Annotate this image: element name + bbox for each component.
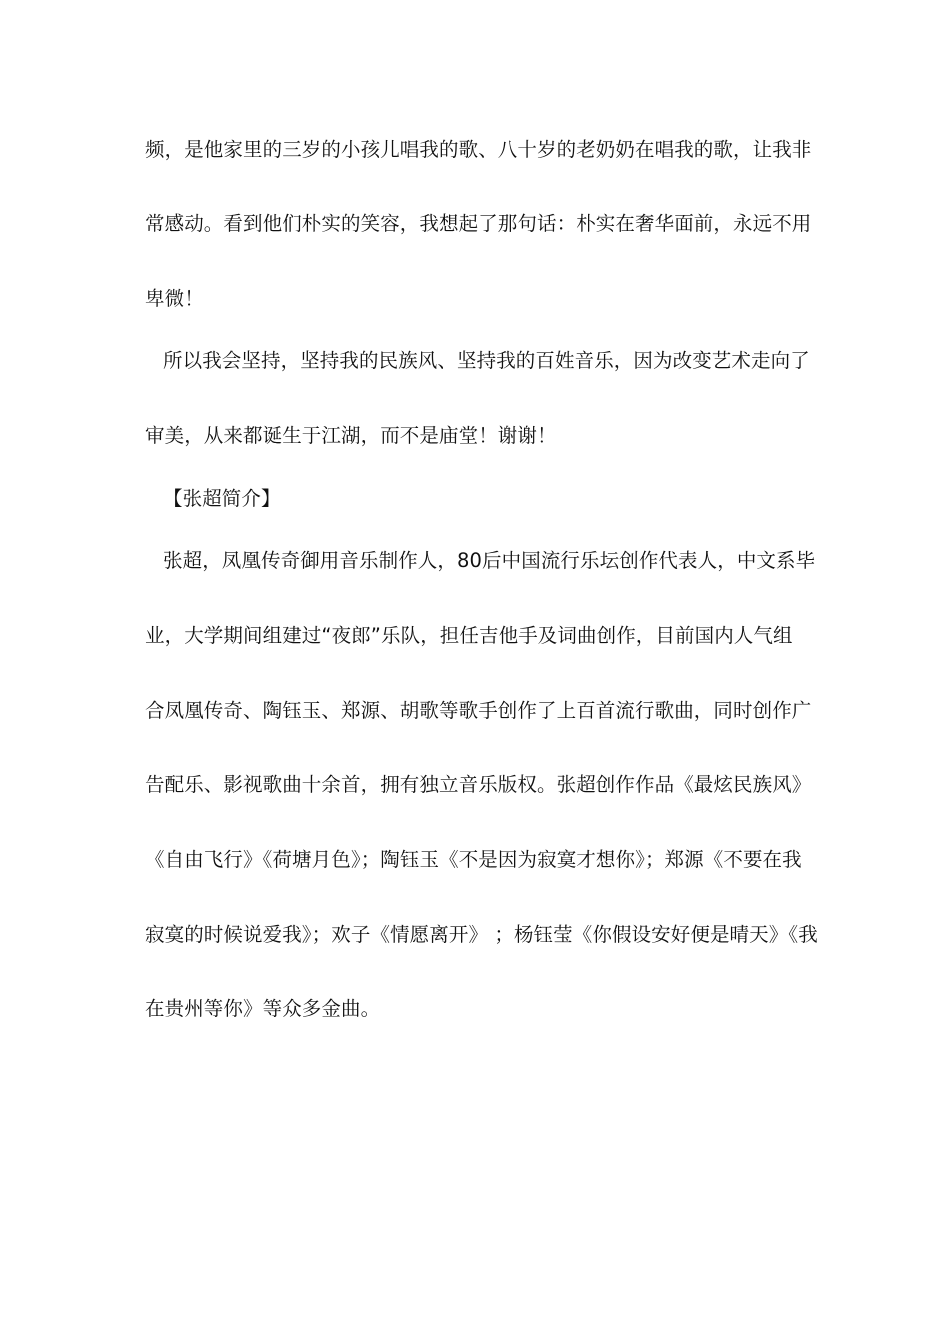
- text-line: 审美，从来都诞生于江湖，而不是庙堂！谢谢！: [145, 424, 557, 447]
- paragraph-start-line: 张超，凤凰传奇御用音乐制作人，80后中国流行乐坛创作代表人，中文系毕: [163, 549, 816, 572]
- section-heading: 【张超简介】: [163, 487, 281, 510]
- text-line: 寂寞的时候说爱我》；欢子《情愿离开》 ；杨钰莹《你假设安好便是晴天》《我: [145, 923, 818, 946]
- text-line: 合凤凰传奇、陶钰玉、郑源、胡歌等歌手创作了上百首流行歌曲，同时创作广: [145, 699, 812, 722]
- text-line: 频，是他家里的三岁的小孩儿唱我的歌、八十岁的老奶奶在唱我的歌，让我非: [145, 138, 812, 161]
- text-line: 在贵州等你》等众多金曲。: [145, 997, 381, 1020]
- text-line: 常感动。看到他们朴实的笑容，我想起了那句话：朴实在奢华面前，永远不用: [145, 212, 812, 235]
- text-line: 《自由飞行》《荷塘月色》；陶钰玉《不是因为寂寞才想你》；郑源《不要在我: [145, 848, 802, 871]
- paragraph-start-line: 所以我会坚持，坚持我的民族风、坚持我的百姓音乐，因为改变艺术走向了: [163, 349, 810, 372]
- text-line: 告配乐、影视歌曲十余首，拥有独立音乐版权。张超创作作品《最炫民族风》: [145, 773, 812, 796]
- text-line: 业，大学期间组建过“夜郎”乐队，担任吉他手及词曲创作，目前国内人气组: [145, 624, 793, 647]
- text-line: 卑微！: [145, 287, 204, 310]
